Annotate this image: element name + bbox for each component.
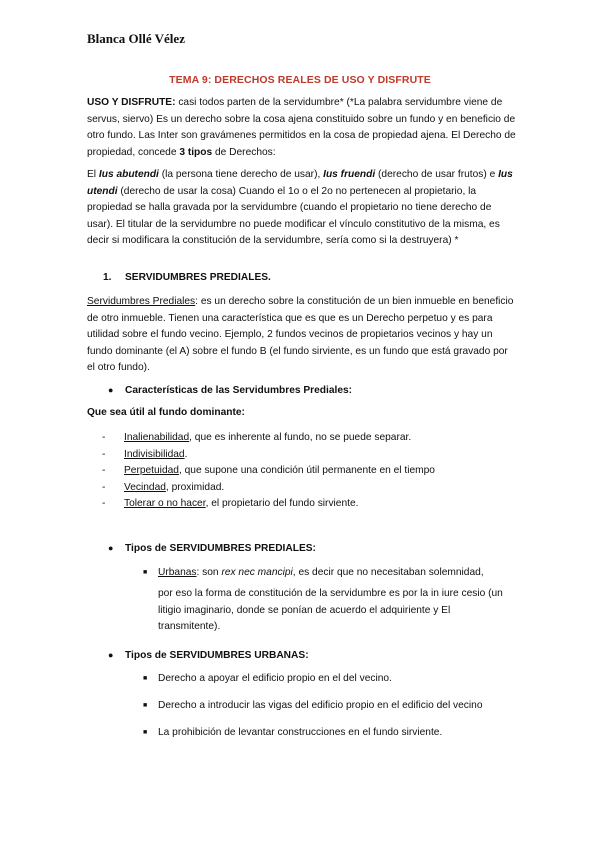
caracteristicas-heading-text: Características de las Servidumbres Prediales:	[125, 385, 353, 396]
ius-text-2: (la persona tiene derecho de usar),	[158, 169, 324, 180]
square-bullet-icon: ■	[143, 569, 148, 576]
bullet-dot-icon: ●	[108, 385, 114, 395]
section-1-heading	[87, 272, 271, 283]
util-heading: Que sea útil al fundo dominante:	[87, 407, 245, 418]
tipos-urbanas-heading-text: Tipos de SERVIDUMBRES URBANAS:	[125, 650, 309, 661]
urbanas-list-item-1	[143, 670, 515, 688]
bullet-dot-icon: ●	[108, 543, 114, 553]
tipos-urbanas-heading	[108, 650, 309, 661]
ius-abutendi: Ius abutendi	[98, 169, 159, 180]
ius-text-1: El	[87, 169, 99, 180]
section-1-label: SERVIDUMBRES PREDIALES.	[125, 272, 271, 283]
tipos-prediales-heading-text: Tipos de SERVIDUMBRES PREDIALES:	[125, 543, 316, 554]
prediales-term: Servidumbres Prediales	[87, 296, 196, 307]
ius-text-3: (derecho de usar frutos) e	[375, 169, 499, 180]
item-term: Inalienabilidad	[124, 432, 190, 443]
intro-text-2: de Derechos:	[212, 146, 276, 158]
item-term: Vecindad	[124, 481, 166, 493]
ius-fruendi: Ius fruendi	[323, 169, 376, 180]
intro-lead: USO Y DISFRUTE:	[87, 97, 176, 108]
caracteristicas-heading	[108, 385, 352, 396]
item-text: , proximidad.	[165, 481, 225, 493]
prediales-text: : es un derecho sobre la constitución de un bien inmueble en beneficio de otro inmueble. Tienen una característica que es que es un Derecho perpetuo y es para utilidad sobre el fundo vecino. Ejemplo, 2 fundos vecinos de propietarios vecinos y hay un fundo dominante (el A) sobre el fundo B (el fundo sirviente, es un fundo que está gravado por el otro fundo).	[87, 296, 514, 373]
list-item	[102, 463, 435, 480]
ius-paragraph	[87, 167, 517, 250]
item-term: Tolerar o no hacer	[124, 498, 206, 509]
urbanas-latin: rex nec mancipi	[221, 567, 293, 578]
ius-text-4: (derecho de usar la cosa) Cuando el 1o o el 2o no pertenecen al propietario, la propiedad se halla gravada por la servidumbre (cuando el propietario no tiene derecho de usar). El titular de la servidumbre no puede modificar el vínculo constitutivo de la misma, es decir si modificara la constitución de la servidumbre, sería como si la destruyera) *	[87, 185, 500, 246]
urbanas-list-item-3	[143, 724, 515, 742]
item-term: Perpetuidad	[124, 465, 179, 476]
ius-utendi: Ius utendi	[87, 169, 513, 197]
list-item-text: Derecho a apoyar el edificio propio en el del vecino.	[158, 673, 392, 684]
urbanas-continuation: por eso la forma de constitución de la servidumbre es por la in iure cesio (un litigio imaginario, donde se ponían de acuerdo el adquiriente y El transmitente).	[158, 588, 503, 632]
square-bullet-icon: ■	[143, 702, 148, 709]
item-term: Indivisibilidad	[124, 448, 185, 460]
item-text: .	[184, 448, 188, 460]
prediales-paragraph	[87, 294, 517, 377]
square-bullet-icon: ■	[143, 675, 148, 682]
urbanas-item	[143, 564, 515, 636]
urbanas-term: Urbanas	[158, 567, 197, 578]
author-name: Blanca Ollé Vélez	[87, 31, 185, 46]
list-item	[102, 496, 435, 513]
urbanas-text-2: , es decir que no necesitaban solemnidad,	[292, 567, 484, 578]
item-text: , el propietario del fundo sirviente.	[205, 498, 359, 509]
caracteristicas-list	[102, 430, 435, 513]
urbanas-first-line	[143, 564, 515, 582]
bullet-dot-icon: ●	[108, 650, 114, 660]
section-1-number: 1.	[103, 272, 112, 283]
list-item	[102, 447, 435, 464]
urbanas-list-item-2	[143, 697, 515, 715]
list-item	[102, 480, 435, 497]
list-item-text: Derecho a introducir las vigas del edificio propio en el edificio del vecino	[158, 700, 483, 711]
intro-text-1: casi todos parten de la servidumbre* (*La palabra servidumbre viene de servus, siervo) Es un derecho sobre la cosa ajena constituido sobre un fundo y en beneficio de otro fundo. Las Inter son gravámenes permitidos en la cosa de propiedad ajena. El Derecho de propiedad, concede	[87, 97, 516, 158]
document-title: TEMA 9: DERECHOS REALES DE USO Y DISFRUTE	[169, 74, 431, 86]
urbanas-text-1: : son	[196, 567, 222, 578]
list-item	[102, 430, 435, 447]
tipos-prediales-heading	[108, 543, 316, 554]
list-item-text: La prohibición de levantar construcciones en el fundo sirviente.	[158, 727, 443, 738]
intro-tipos: 3 tipos	[179, 146, 213, 158]
item-text: , que supone una condición útil permanente en el tiempo	[178, 465, 435, 476]
intro-paragraph	[87, 95, 517, 161]
item-text: , que es inherente al fundo, no se puede separar.	[189, 432, 412, 443]
square-bullet-icon: ■	[143, 729, 148, 736]
